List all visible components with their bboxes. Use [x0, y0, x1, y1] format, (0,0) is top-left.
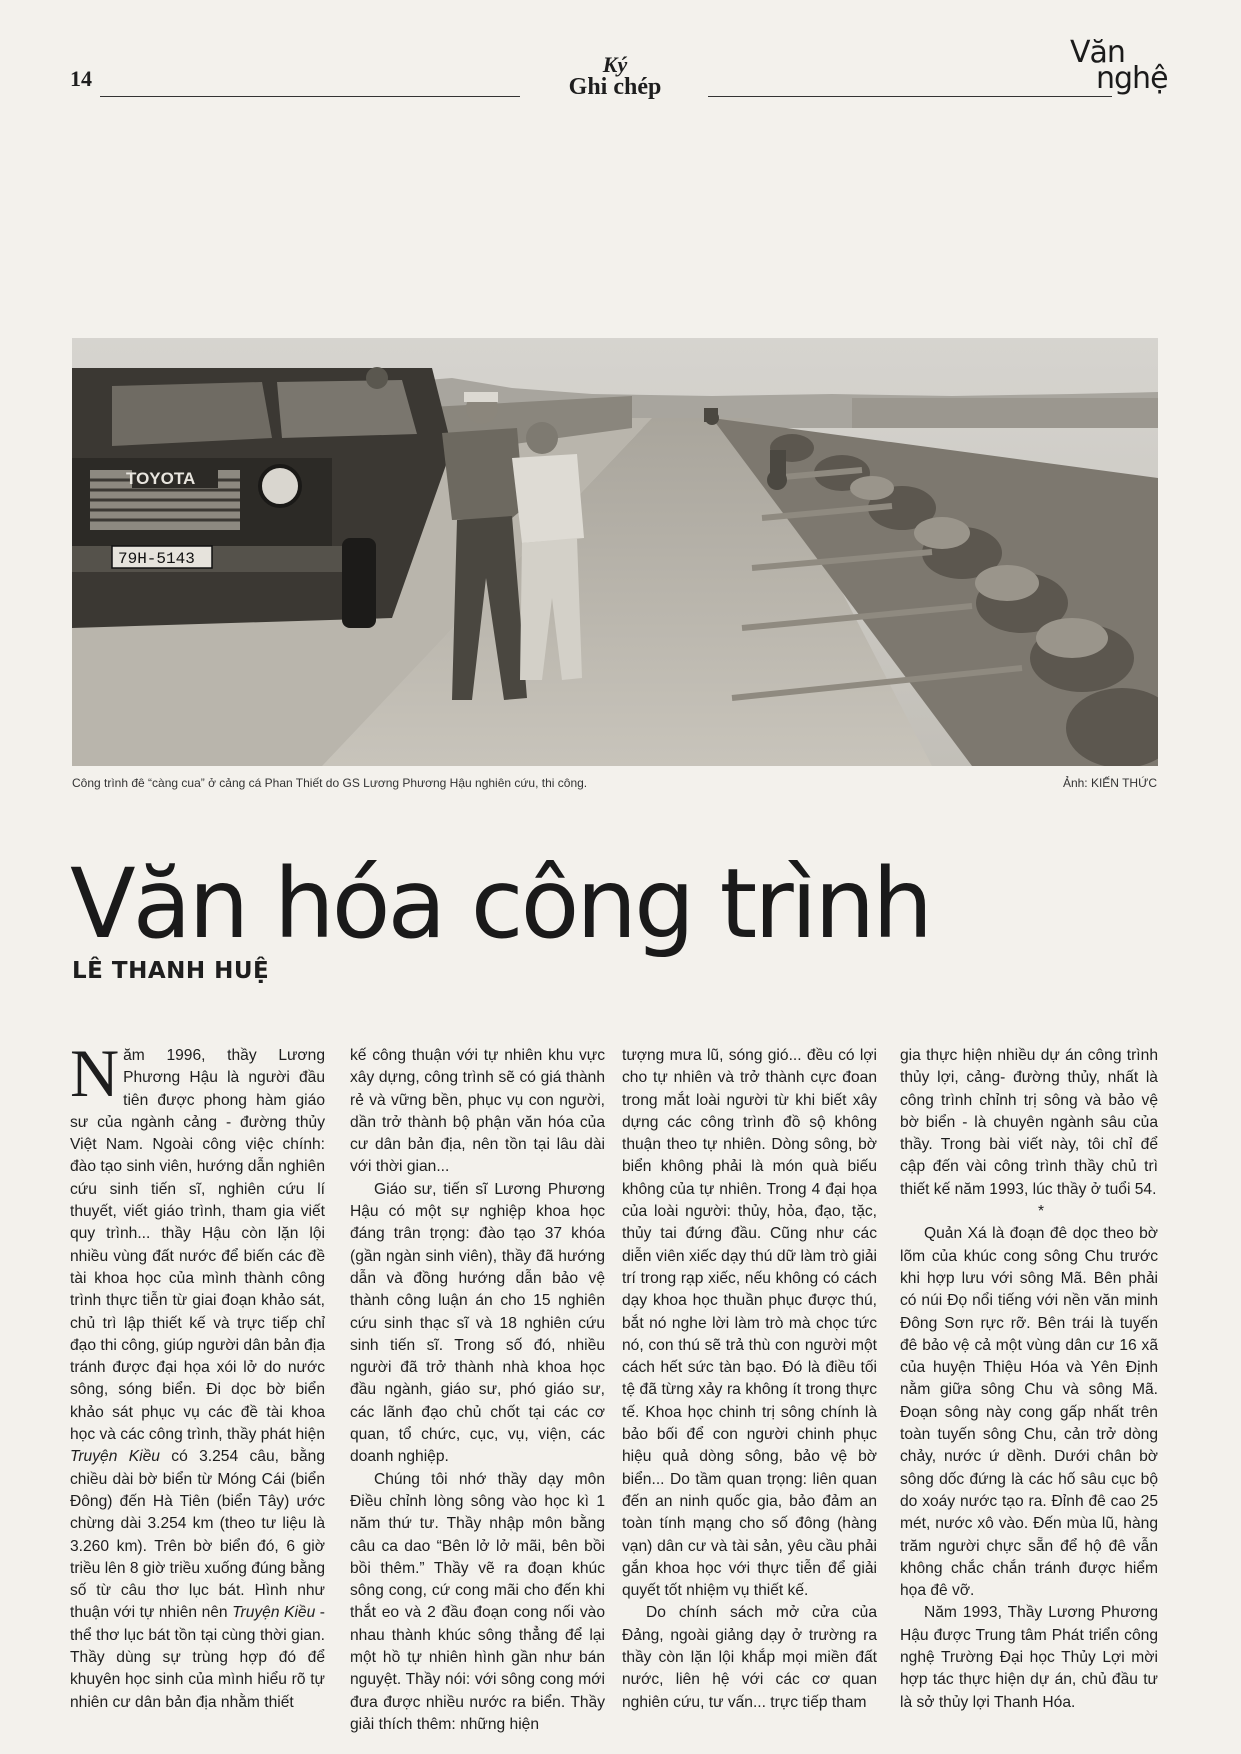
paragraph	[70, 1035, 325, 1714]
car-shape	[72, 368, 452, 628]
article-column-4	[900, 1045, 1158, 1711]
section-label-line2: Ghi chép	[568, 74, 662, 100]
paragraph-text: có 3.254 câu, bằng chiều dài bờ biển từ Móng Cái (biển Đông) đến Hà Tiên (biển Tây) ước chừng dài 3.254 km (theo tư liệu là 3.260 km). Trên bờ biển đó, 6 giờ triều lên 8 giờ triều xuống đúng bằng số từ câu thơ lục bát. Hình như thuận với tự nhiên nên	[70, 1448, 325, 1622]
photo-credit: Ảnh: KIẾN THỨC	[1062, 776, 1157, 790]
car-brand-text: TOYOTA	[126, 469, 196, 488]
masthead-logo	[1070, 35, 1190, 96]
photo-illustration	[72, 338, 1158, 766]
article-column-1	[70, 1035, 325, 1711]
paragraph: kế công thuận với tự nhiên khu vực xây dựng, công trình sẽ có giá thành rẻ và vững bền, phục vụ con người, dần trở thành bộ phận văn hóa của cư dân bản địa, nên tồn tại lâu dài với thời gian...	[350, 1047, 605, 1176]
article-column-3	[622, 1045, 877, 1711]
section-label-line1: Ký	[602, 52, 628, 77]
photo-caption: Công trình đê “càng cua” ở cảng cá Phan Thiết do GS Lương Phương Hậu nghiên cứu, thi công.	[72, 776, 588, 790]
masthead-line2: nghệ	[1096, 61, 1168, 96]
article-column-2	[350, 1045, 605, 1733]
masthead-line1: Văn	[1070, 35, 1125, 70]
paragraph-text: - thể thơ lục bát tồn tại cùng thời gian. Thầy dùng sự trùng hợp đó để khuyên học sinh của mình hiểu rõ tự nhiên cư dân bản địa nhằm thiết	[70, 1604, 325, 1711]
paragraph: Do chính sách mở cửa của Đảng, ngoài giảng dạy ở trường ra thầy còn lặn lội khắp mọi miền đất nước, liên hệ với các cơ quan nghiên cứu, tư vấn... trực tiếp tham	[622, 1604, 877, 1711]
paragraph: tượng mưa lũ, sóng gió... đều có lợi cho tự nhiên và trở thành cực đoan trong mắt loài người từ khi biết xây dựng các công trình đồ sộ không thuận theo tự nhiên. Dòng sông, bờ biển không phải là món quà biếu không của tự nhiên. Trong 4 đại họa của loài người: thủy, hỏa, đạo, tặc, thủy tai đứng đầu. Cũng như các diễn viên xiếc dạy thú dữ làm trò giải trí trong rạp xiếc, nếu không có cách dạy khoa học thuần phục được thú, bắt nó nghe lời làm trò mà chọc tức nó, con thú sẽ trả thù con người một cách hết sức tàn bạo. Đó là điều tối tệ đã từng xảy ra không ít trong thực tế. Khoa học chinh trị sông chính là bảo bối để con người chinh phục hiệu quả dòng sông, bảo vệ bờ biển... Do tầm quan trọng: liên quan đến an ninh quốc gia, bảo đảm an toàn tính mạng cho số đông (hàng vạn) dân cư và tài sản, yêu cầu phải gắn khoa học với thực tiễn để giải quyết tốt nhiệm vụ thiết kế.	[622, 1047, 877, 1600]
license-plate-text: 79H-5143	[118, 550, 195, 568]
header-rule-right	[708, 96, 1112, 97]
article-photo	[72, 338, 1158, 766]
article-author: LÊ THANH HUỆ	[72, 958, 270, 984]
italic-book-title: Truyện Kiều	[232, 1604, 316, 1622]
header-rule-left	[100, 96, 520, 97]
article-title: Văn hóa công trình	[70, 848, 931, 960]
italic-book-title: Truyện Kiều	[70, 1448, 160, 1466]
paragraph-text: ăm 1996, thầy Lương Phương Hậu là người đầu tiên được phong hàm giáo sư của ngành cảng - đường thủy Việt Nam. Ngoài công việc chính: đào tạo sinh viên, hướng dẫn nghiên cứu sinh tiến sĩ, nghiên cứu lí thuyết, viết giáo trình, tham gia viết quy trình... thầy Hậu còn lặn lội nhiều vùng đất nước để biến các đề tài khoa học của mình thành công trình thực tiễn từ giai đoạn khảo sát, chủ trì lập thiết kế và trực tiếp chỉ đạo thi công, giúp người dân bản địa tránh được đại họa xói lở do nước sông, sóng biển. Đi dọc bờ biển khảo sát phục vụ các đề tài khoa học và các công trình, thầy phát hiện	[70, 1047, 325, 1444]
section-label	[530, 54, 700, 98]
paragraph: Năm 1993, Thầy Lương Phương Hậu được Trung tâm Phát triển công nghệ Trường Đại học Thủy Lợi mời hợp tác thực hiện dự án, chủ đầu tư là sở thủy lợi Thanh Hóa.	[900, 1604, 1158, 1711]
paragraph: Giáo sư, tiến sĩ Lương Phương Hậu có một sự nghiệp khoa học đáng trân trọng: đào tạo 37 khóa (gần ngàn sinh viên), thầy đã hướng dẫn và đồng hướng dẫn bảo vệ thành công luận án cho 15 nghiên cứu sinh thạc sĩ và 18 nghiên cứu sinh tiến sĩ. Trong số đó, nhiều người đã trở thành nhà khoa học đầu ngành, giáo sư, phó giáo sư, các lãnh đạo chủ chốt tại các cơ quan, tổ chức, cục, vụ, viện, các doanh nghiệp.	[350, 1180, 605, 1466]
paragraph: Quản Xá là đoạn đê dọc theo bờ lõm của khúc cong sông Chu trước khi hợp lưu với sông Mã. Bên phải có núi Đọ nổi tiếng với nền văn minh Đông Sơn rực rỡ. Bên trái là tuyến đê bảo vệ cả một vùng dân cư 16 xã của huyện Thiệu Hóa và Yên Định nằm giữa sông Chu và sông Mã. Đoạn sông này cong gấp nhất trên toàn tuyến sông Chu, cản trở dòng chảy, nước ứ dềnh. Dưới chân bờ sông dốc đứng là các hố sâu cục bộ do xoáy nước tạo ra. Đỉnh đê cao 25 mét, nước xô vào. Đến mùa lũ, hàng trăm người chực sẵn để hộ đê vẫn không chắc chắn tránh được hiểm họa đê vỡ.	[900, 1225, 1158, 1600]
paragraph: gia thực hiện nhiều dự án công trình thủy lợi, cảng- đường thủy, nhất là công trình chỉnh trị sông và bảo vệ bờ biển - là chuyên ngành sâu của thầy. Trong bài viết này, tôi chỉ để cập đến vài công trình thầy chủ trì thiết kế năm 1993, lúc thầy ở tuổi 54.	[900, 1047, 1158, 1198]
section-divider-star: *	[1037, 1203, 1045, 1221]
drop-cap: N	[70, 1035, 120, 1111]
paragraph: Chúng tôi nhớ thầy dạy môn Điều chỉnh lòng sông vào học kì 1 năm thứ tư. Thầy nhập môn bằng câu ca dao “Bên lở lở mãi, bên bồi bồi thêm.” Thầy vẽ ra đoạn khúc sông cong, cứ cong mãi cho đến khi thắt eo và 2 đầu đoạn cong nối vào nhau thành khúc sông thẳng để lại một hồ tự nhiên hình gần như bán nguyệt. Thầy nói: với sông cong mới đưa được nhiều nước ra biển. Thầy giải thích thêm: những hiện	[350, 1470, 605, 1733]
page-number: 14	[70, 66, 92, 91]
